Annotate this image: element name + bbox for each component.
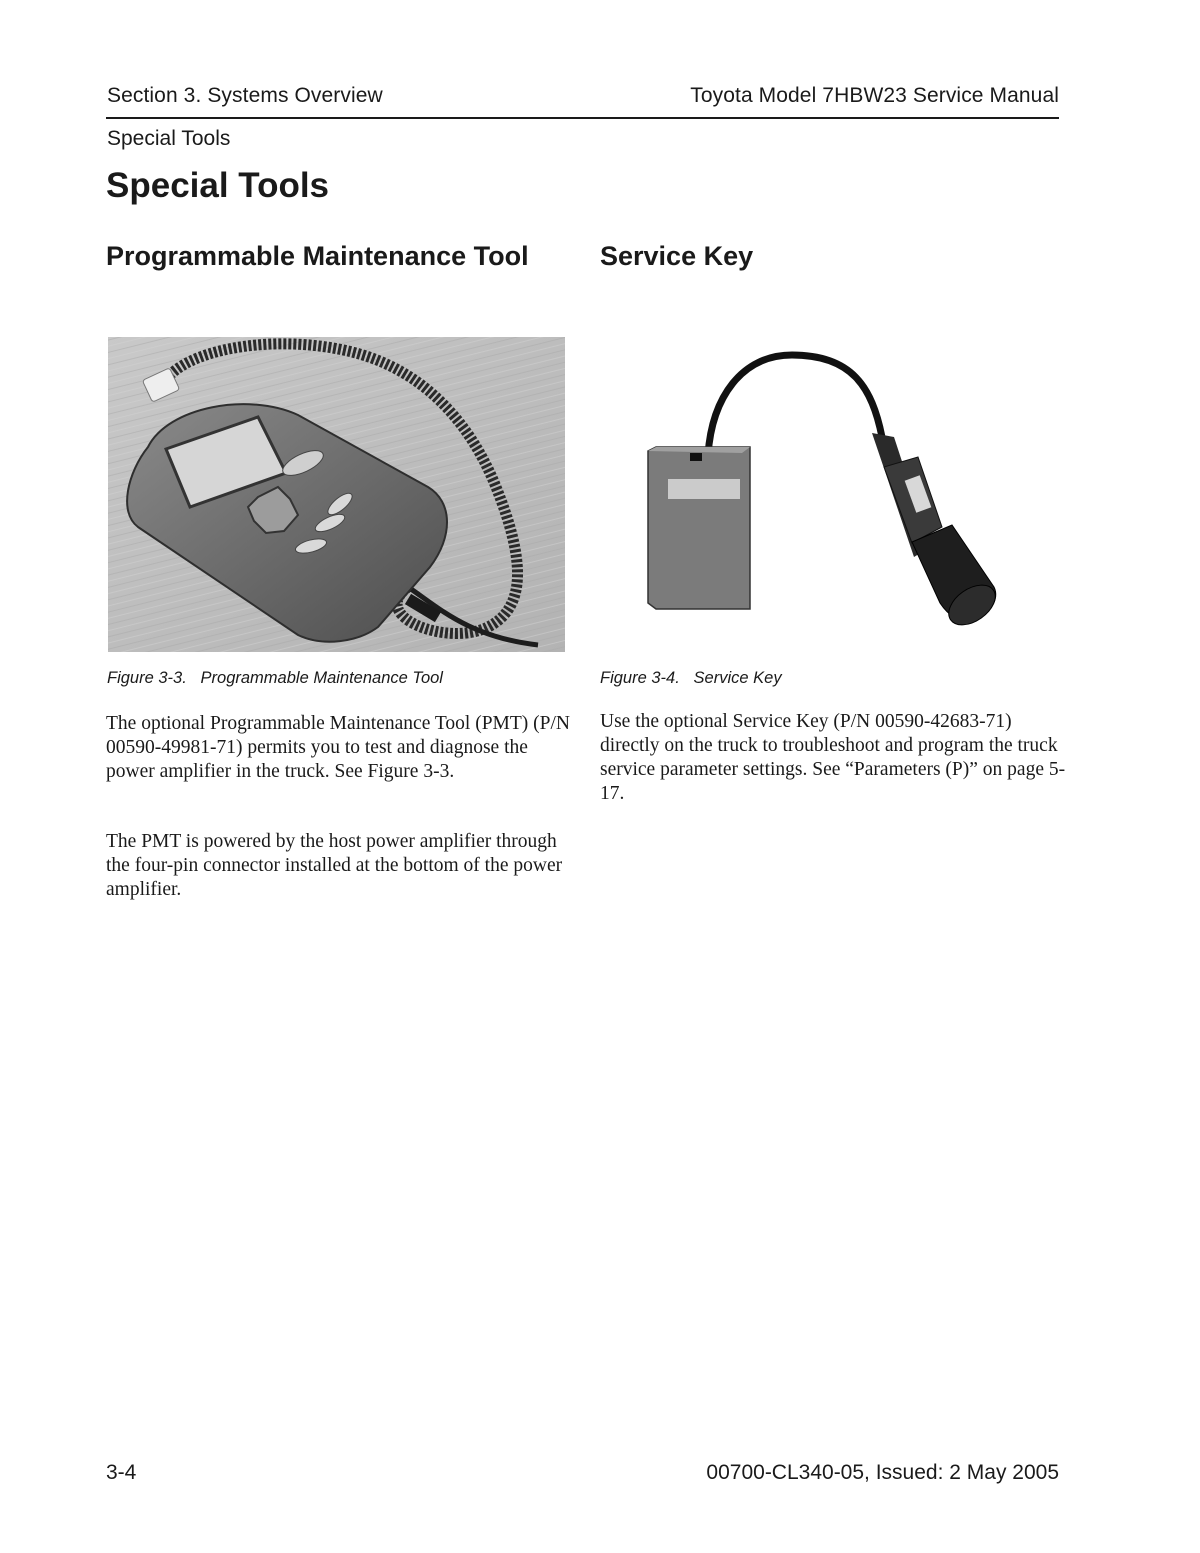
service-key-paragraph: Use the optional Service Key (P/N 00590-42683-71) directly on the truck to troubleshoot and program the truck service parameter settings. See “Parameters (P)” on page 5-17. bbox=[600, 711, 1066, 804]
figure-3-3-caption: Figure 3-3. Programmable Maintenance Tool bbox=[107, 669, 443, 687]
pmt-paragraph-1: The optional Programmable Maintenance Tool (PMT) (P/N 00590-49981-71) permits you to test and diagnose the power amplifier in the truck. See Figure 3-3. bbox=[106, 713, 571, 782]
service-key-photo bbox=[622, 337, 1042, 652]
service-key-heading: Service Key bbox=[600, 241, 754, 271]
document-number: 00700-CL340-05, Issued: 2 May 2005 bbox=[706, 1461, 1059, 1484]
breadcrumb: Special Tools bbox=[107, 127, 231, 150]
running-header-manual: Toyota Model 7HBW23 Service Manual bbox=[690, 84, 1059, 107]
page-title: Special Tools bbox=[106, 166, 330, 205]
pmt-heading: Programmable Maintenance Tool bbox=[106, 241, 529, 271]
running-header-section: Section 3. Systems Overview bbox=[107, 84, 383, 107]
header-rule bbox=[106, 117, 1059, 119]
page-number: 3-4 bbox=[106, 1461, 137, 1484]
pmt-paragraph-2: The PMT is powered by the host power amplifier through the four-pin connector installed at the bottom of the power amplifier. bbox=[106, 831, 563, 900]
figure-3-4-caption: Figure 3-4. Service Key bbox=[600, 669, 782, 687]
pmt-photo bbox=[108, 337, 565, 652]
